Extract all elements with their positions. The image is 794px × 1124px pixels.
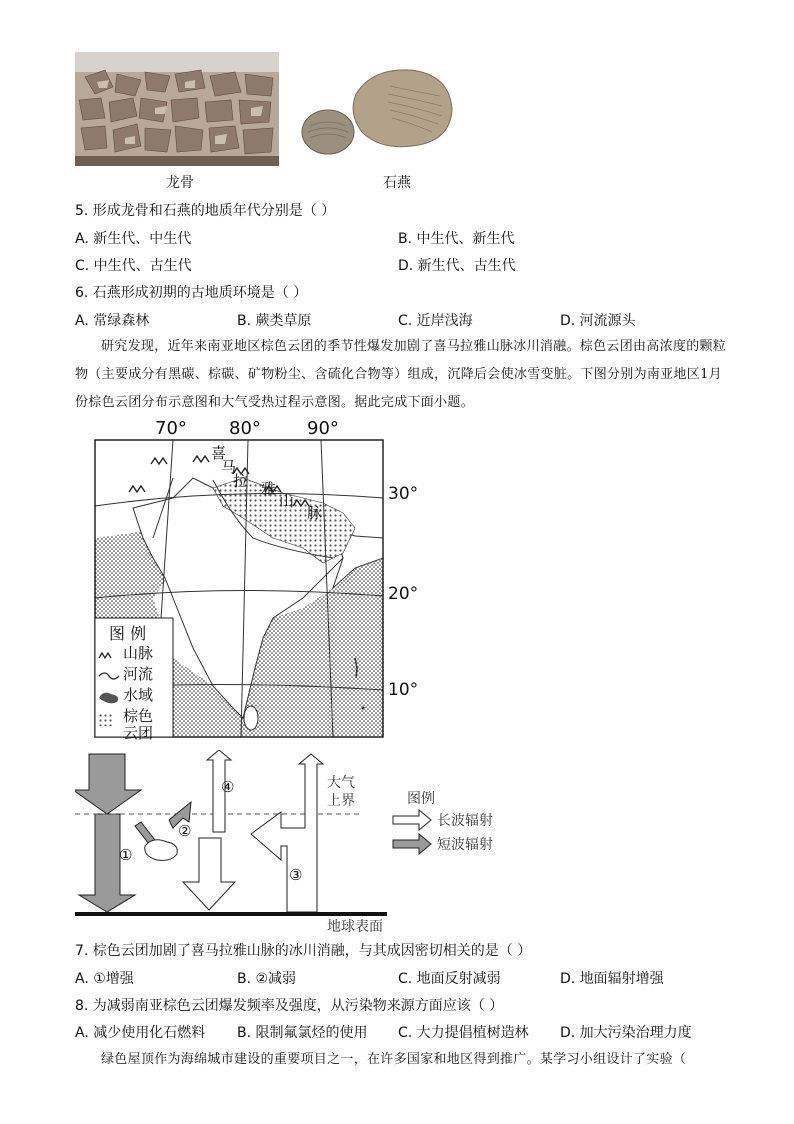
atmosphere-top-label-1: 大气 — [327, 775, 355, 791]
question-5-option-a[interactable]: A. 新生代、中生代 — [75, 231, 192, 247]
lat-label-20: 20° — [388, 584, 419, 604]
marker-3: ③ — [289, 866, 303, 884]
shiyan-caption: 石燕 — [383, 175, 411, 191]
atmosphere-top-label-2: 上界 — [327, 793, 355, 809]
mountain-label-1: 喜 — [211, 444, 227, 462]
mountain-label-3: 拉 — [233, 472, 249, 490]
legend-brown: 棕色 — [123, 707, 154, 725]
mountain-label-5: 山 — [279, 492, 295, 510]
question-7-option-a[interactable]: A. ①增强 — [75, 971, 134, 987]
marker-1: ① — [119, 846, 133, 864]
longgu-photo — [75, 52, 279, 166]
question-5-option-b[interactable]: B. 中生代、新生代 — [398, 231, 515, 247]
question-8-option-a[interactable]: A. 减少使用化石燃料 — [75, 1025, 206, 1041]
question-6-option-b[interactable]: B. 蕨类草原 — [237, 313, 312, 329]
question-6-option-c[interactable]: C. 近岸浅海 — [398, 313, 473, 329]
question-7-option-b[interactable]: B. ②减弱 — [237, 971, 297, 987]
legend-cloud: 云团 — [123, 724, 154, 742]
passage-green-roof: 绿色屋顶作为海绵城市建设的重要项目之一，在许多国家和地区得到推广。某学习小组设计了实验（ — [101, 1052, 687, 1067]
mountain-label-2: 马 — [221, 458, 237, 476]
question-8-option-b[interactable]: B. 限制氟氯烃的使用 — [237, 1025, 368, 1041]
marker-2: ② — [178, 822, 192, 840]
legend-long-wave: 长波辐射 — [437, 813, 493, 829]
marker-4: ④ — [221, 778, 235, 796]
question-7-option-c[interactable]: C. 地面反射减弱 — [398, 971, 501, 987]
question-5-stem: 5. 形成龙骨和石燕的地质年代分别是（ ） — [75, 203, 336, 219]
legend-short-wave: 短波辐射 — [437, 837, 493, 853]
longgu-caption: 龙骨 — [166, 175, 194, 191]
question-8-option-c[interactable]: C. 大力提倡植树造林 — [398, 1025, 529, 1041]
passage-brown-cloud: 研究发现，近年来南亚地区棕色云团的季节性爆发加剧了喜马拉雅山脉冰川消融。棕色云团由高浓度的颗粒物（主要成分有黑碳、棕碳、矿物粉尘、含硫化合物等）组成，沉降后会使冰雪变脏。下图分别为南亚地区1月份棕色云团分布示意图和大气受热过程示意图。据此完成下面小题。 — [75, 339, 727, 410]
legend-mountain: 山脉 — [123, 644, 154, 662]
mountain-label-6: 脉 — [307, 504, 323, 522]
lat-label-30: 30° — [388, 484, 419, 504]
question-8-option-d[interactable]: D. 加大污染治理力度 — [560, 1025, 692, 1041]
lon-label-90: 90° — [307, 418, 339, 439]
question-6-option-a[interactable]: A. 常绿森林 — [75, 313, 150, 329]
legend-river: 河流 — [123, 665, 154, 683]
map-legend-title: 图 例 — [109, 624, 147, 643]
heat-legend-title: 图例 — [407, 791, 435, 807]
brown-cloud-map — [93, 418, 438, 743]
question-5-option-d[interactable]: D. 新生代、古生代 — [398, 258, 516, 274]
lon-label-70: 70° — [155, 418, 187, 439]
ground-label: 地球表面 — [327, 919, 383, 935]
question-5-option-c[interactable]: C. 中生代、古生代 — [75, 258, 192, 274]
atmosphere-heating-diagram — [75, 750, 515, 935]
legend-water: 水域 — [123, 686, 154, 704]
shiyan-photo — [300, 66, 460, 166]
question-8-stem: 8. 为减弱南亚棕色云团爆发频率及强度，从污染物来源方面应该（ ） — [75, 998, 504, 1014]
question-6-stem: 6. 石燕形成初期的古地质环境是（ ） — [75, 285, 308, 301]
lon-label-80: 80° — [229, 418, 261, 439]
question-7-stem: 7. 棕色云团加剧了喜马拉雅山脉的冰川消融，与其成因密切相关的是（ ） — [75, 943, 532, 959]
lat-label-10: 10° — [388, 680, 419, 700]
question-6-option-d[interactable]: D. 河流源头 — [560, 313, 636, 329]
question-7-option-d[interactable]: D. 地面辐射增强 — [560, 971, 664, 987]
mountain-label-4: 雅 — [261, 480, 277, 498]
